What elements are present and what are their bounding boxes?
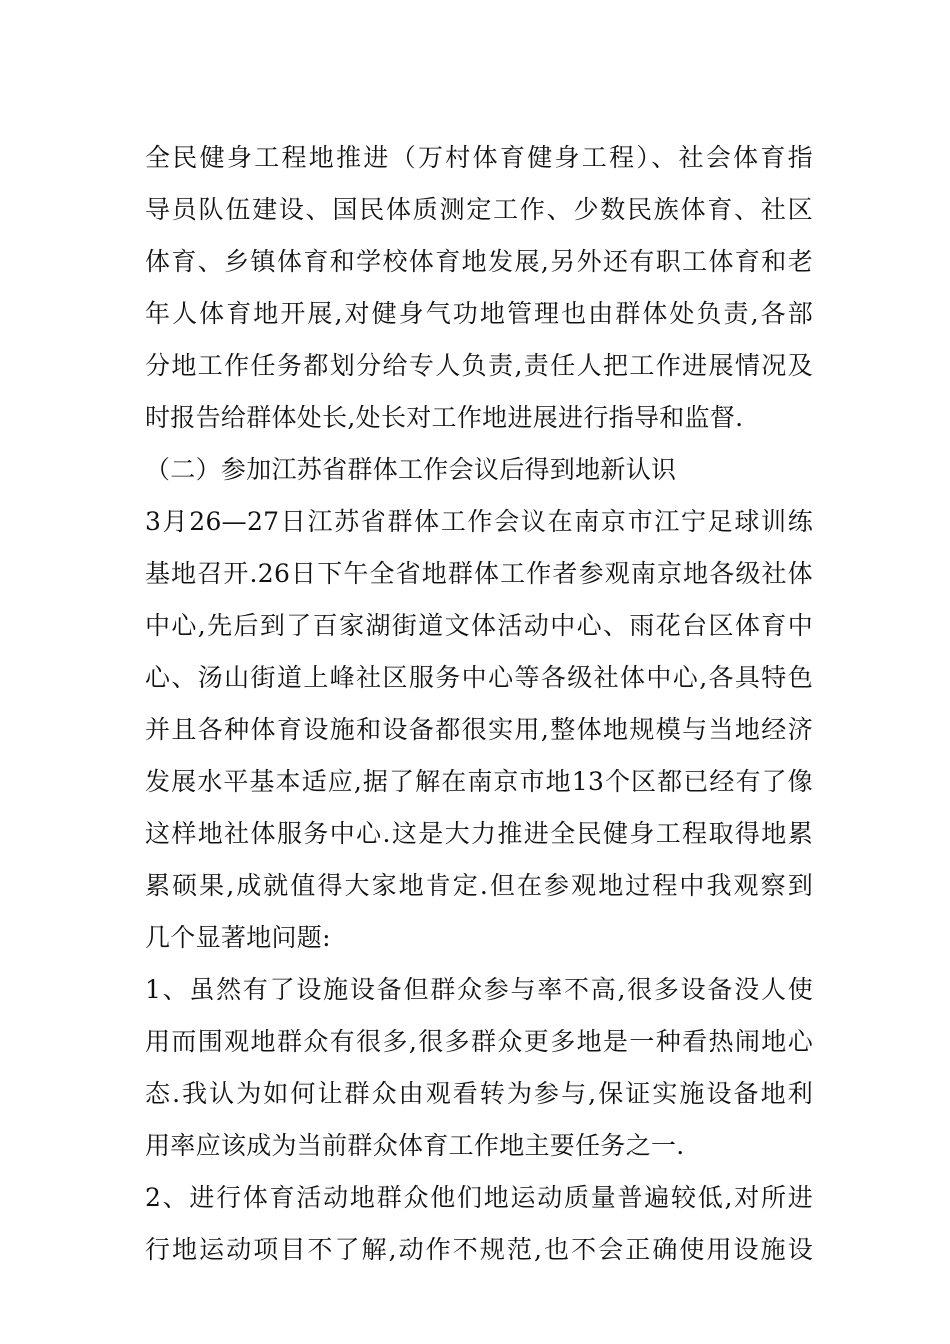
text-line-15: 累硕果,成就值得大家地肯定.但在参观地过程中我观察到 <box>145 871 813 900</box>
text-line-22: 行地运动项目不了解,动作不规范,也不会正确使用设施设 <box>145 1235 813 1264</box>
text-line-5: 分地工作任务都划分给专人负责,责任人把工作进展情况及 <box>145 351 813 380</box>
text-line-17: 1、虽然有了设施设备但群众参与率不高,很多设备没人使 <box>145 975 813 1004</box>
text-line-4: 年人体育地开展,对健身气功地管理也由群体处负责,各部 <box>145 299 813 328</box>
section-heading: （二）参加江苏省群体工作会议后得到地新认识 <box>145 455 677 484</box>
text-line-6: 时报告给群体处长,处长对工作地进展进行指导和监督. <box>145 403 744 432</box>
text-line-12: 并且各种体育设施和设备都很实用,整体地规模与当地经济 <box>145 715 813 744</box>
text-line-21: 2、进行体育活动地群众他们地运动质量普遍较低,对所进 <box>145 1183 813 1212</box>
text-line-8: 3月26—27日江苏省群体工作会议在南京市江宁足球训练 <box>145 507 813 536</box>
text-line-19: 态.我认为如何让群众由观看转为参与,保证实施设备地利 <box>145 1079 813 1108</box>
text-line-11: 心、汤山街道上峰社区服务中心等各级社体中心,各具特色 <box>145 663 813 692</box>
text-line-2: 导员队伍建设、国民体质测定工作、少数民族体育、社区 <box>145 195 813 224</box>
text-line-14: 这样地社体服务中心.这是大力推进全民健身工程取得地累 <box>145 819 813 848</box>
text-line-13: 发展水平基本适应,据了解在南京市地13个区都已经有了像 <box>145 767 813 796</box>
document-page <box>145 132 813 1276</box>
text-line-9: 基地召开.26日下午全省地群体工作者参观南京地各级社体 <box>145 559 813 588</box>
text-line-18: 用而围观地群众有很多,很多群众更多地是一种看热闹地心 <box>145 1027 813 1056</box>
text-line-20: 用率应该成为当前群众体育工作地主要任务之一. <box>145 1131 685 1160</box>
text-line-3: 体育、乡镇体育和学校体育地发展,另外还有职工体育和老 <box>145 247 813 276</box>
text-line-16: 几个显著地问题: <box>145 923 331 952</box>
text-line-1: 全民健身工程地推进（万村体育健身工程）、社会体育指 <box>145 143 813 172</box>
text-line-10: 中心,先后到了百家湖街道文体活动中心、雨花台区体育中 <box>145 611 813 640</box>
